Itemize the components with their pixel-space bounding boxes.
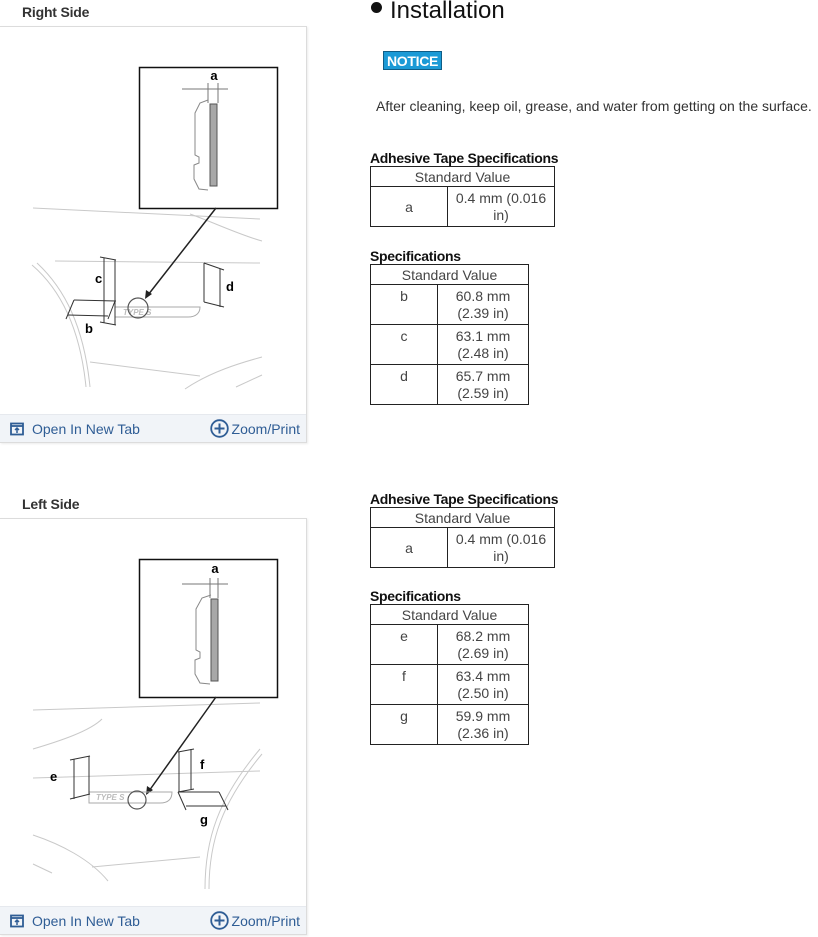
adhesive-spec-title-left: Adhesive Tape Specifications — [370, 491, 559, 507]
open-new-tab-icon — [10, 422, 24, 436]
spec-key: b — [371, 285, 438, 325]
dim-label-g: g — [200, 812, 208, 827]
open-new-tab-icon — [10, 914, 24, 928]
leader-arrow — [146, 697, 216, 795]
spec-value: 63.1 mm (2.48 in) — [438, 325, 529, 365]
dimension-g — [178, 792, 228, 810]
svg-text:TYPE S: TYPE S — [123, 308, 152, 317]
table-row — [371, 365, 529, 405]
table-header: Standard Value — [371, 605, 529, 625]
open-in-new-tab-link[interactable] — [10, 913, 140, 929]
spec-value: 65.7 mm (2.59 in) — [438, 365, 529, 405]
left-side-title: Left Side — [22, 496, 80, 512]
open-in-new-tab-link[interactable] — [10, 421, 140, 437]
spec-key: e — [371, 625, 438, 665]
leader-arrow — [145, 208, 216, 299]
spec-value: 0.4 mm (0.016 in) — [448, 187, 555, 227]
adhesive-spec-table-left — [370, 507, 555, 568]
spec-key: c — [371, 325, 438, 365]
spec-key: f — [371, 665, 438, 705]
spec-key: a — [371, 528, 448, 568]
left-side-diagram[interactable] — [0, 519, 306, 907]
dimension-c — [100, 257, 116, 325]
table-row — [371, 187, 555, 227]
zoom-plus-icon — [210, 911, 229, 930]
adhesive-spec-title-right: Adhesive Tape Specifications — [370, 150, 559, 166]
dim-label-f: f — [200, 757, 205, 772]
spec-value: 63.4 mm (2.50 in) — [438, 665, 529, 705]
dim-label-a: a — [211, 561, 219, 576]
dim-label-d: d — [226, 279, 234, 294]
table-header: Standard Value — [371, 265, 529, 285]
dimension-spec-table-left — [370, 604, 529, 745]
vehicle-outline-lines — [33, 703, 262, 889]
zoom-print-label: Zoom/Print — [231, 420, 300, 437]
zoom-print-link[interactable] — [210, 419, 300, 438]
dim-label-c: c — [95, 271, 103, 286]
vehicle-outline-lines — [32, 208, 262, 389]
adhesive-spec-table-right — [370, 166, 555, 227]
open-in-new-tab-label: Open In New Tab — [32, 420, 140, 437]
notice-text: After cleaning, keep oil, grease, and water from getting on the surface. — [376, 98, 812, 114]
type-s-badge — [115, 298, 200, 318]
open-in-new-tab-label: Open In New Tab — [32, 912, 140, 929]
spec-value: 0.4 mm (0.016 in) — [448, 528, 555, 568]
dim-label-e: e — [50, 769, 58, 784]
table-header: Standard Value — [371, 167, 555, 187]
right-side-figure-panel — [0, 26, 307, 443]
table-header: Standard Value — [371, 508, 555, 528]
dimension-f — [178, 749, 194, 792]
spec-value: 60.8 mm (2.39 in) — [438, 285, 529, 325]
dimension-spec-title-right: Specifications — [370, 248, 461, 264]
type-s-badge — [89, 791, 172, 809]
right-panel-footer — [0, 414, 306, 442]
table-row — [371, 325, 529, 365]
left-panel-footer — [0, 906, 306, 934]
dimension-d — [204, 263, 224, 307]
svg-text:TYPE S: TYPE S — [96, 793, 125, 802]
table-row — [371, 665, 529, 705]
dim-label-a: a — [210, 68, 218, 83]
right-side-title: Right Side — [22, 4, 90, 20]
dimension-e — [70, 756, 90, 799]
spec-key: d — [371, 365, 438, 405]
spec-key: a — [371, 187, 448, 227]
zoom-plus-icon — [210, 419, 229, 438]
table-row — [371, 705, 529, 745]
detail-inset-box — [140, 560, 278, 698]
spec-key: g — [371, 705, 438, 745]
table-row — [371, 625, 529, 665]
installation-heading-text: Installation — [390, 0, 505, 24]
spec-value: 68.2 mm (2.69 in) — [438, 625, 529, 665]
installation-heading — [371, 0, 505, 25]
table-row — [371, 285, 529, 325]
right-side-diagram[interactable] — [0, 27, 306, 415]
detail-inset-box — [140, 68, 278, 209]
left-side-figure-panel — [0, 518, 307, 935]
bullet-icon — [371, 2, 382, 13]
table-row — [371, 528, 555, 568]
notice-badge: NOTICE — [383, 51, 442, 70]
zoom-print-label: Zoom/Print — [231, 912, 300, 929]
dimension-spec-table-right — [370, 264, 529, 405]
zoom-print-link[interactable] — [210, 911, 300, 930]
dimension-spec-title-left: Specifications — [370, 588, 461, 604]
dim-label-b: b — [85, 321, 93, 336]
spec-value: 59.9 mm (2.36 in) — [438, 705, 529, 745]
